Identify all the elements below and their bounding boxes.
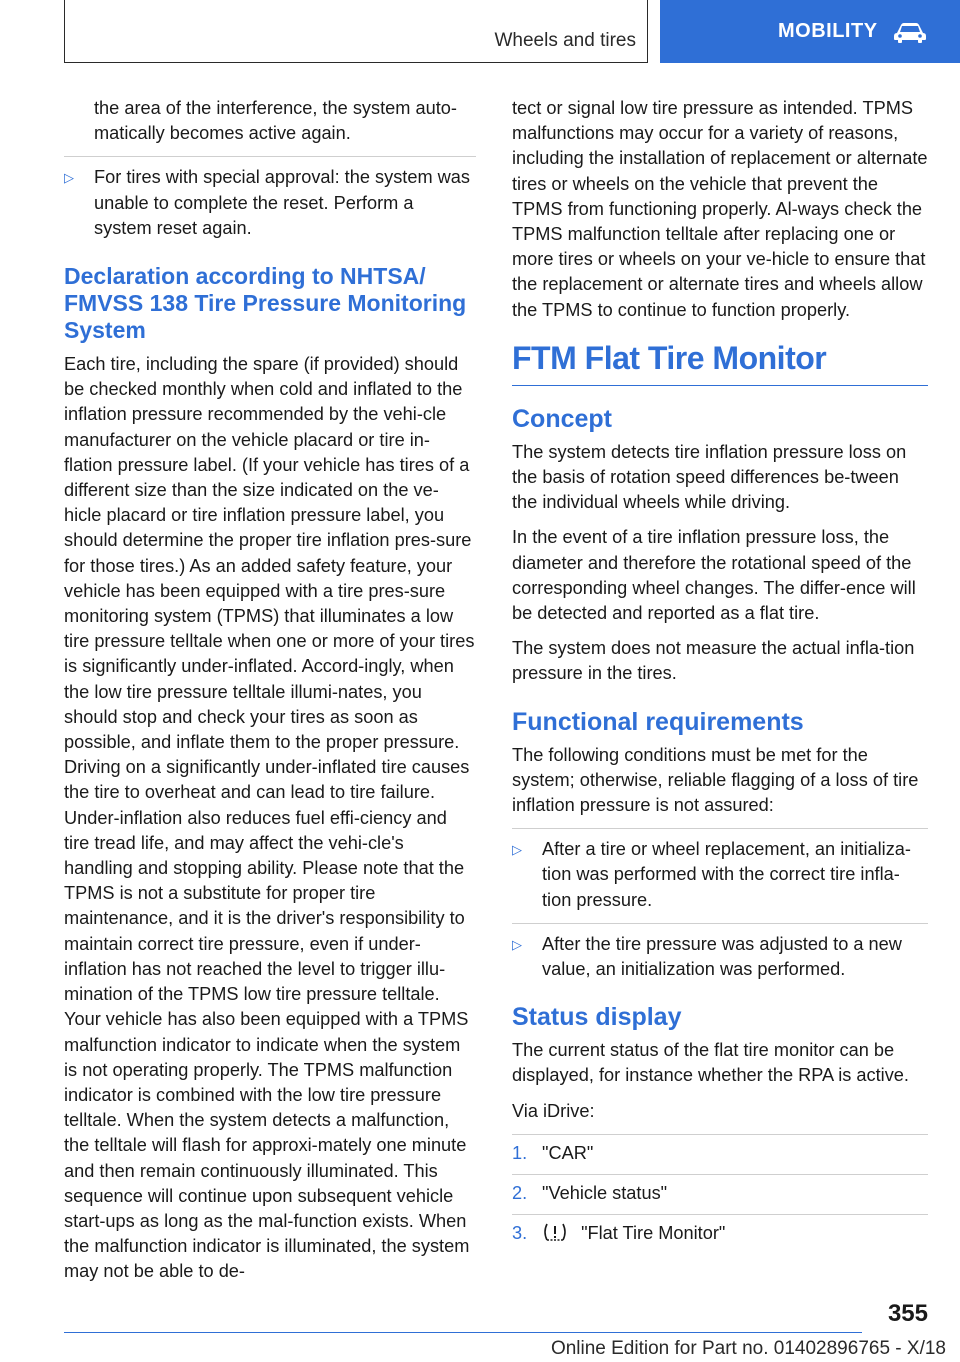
step-text: "Vehicle status": [542, 1183, 668, 1204]
nhtsa-body-continued: tect or signal low tire pressure as intended. TPMS malfunctions may occur for a variety of reasons, including the installation of replacement or alternate tires or wheels on the vehicle that prevent the TPMS from functioning properly. Al-ways check the TPMS malfunction telltale after replacing one or more tires or wheels on your ve-hicle to ensure that the replacement or alternate tires and wheels allow the TPMS to continue to function properly.: [512, 98, 928, 320]
step-item: [512, 1221, 928, 1246]
chapter-title: FTM Flat Tire Monitor: [512, 339, 827, 376]
section-heading-nhtsa: Declaration according to NHTSA/ FMVSS 138 Tire Pressure Monitoring System: [64, 263, 467, 344]
right-column: [512, 96, 928, 1255]
header-chapter-tab[interactable]: [660, 0, 960, 63]
bullet-continuation: the area of the interference, the system auto-matically becomes active again.: [94, 98, 457, 144]
footer-edition: Online Edition for Part no. 01402896765 - X/18: [550, 1338, 946, 1359]
bullet-divider: [512, 828, 928, 829]
title-rule: [512, 385, 928, 386]
list-item: [512, 837, 928, 913]
step-number: 2.: [512, 1183, 528, 1204]
car-icon: [892, 20, 928, 44]
step-text: "CAR": [542, 1142, 594, 1163]
concept-paragraph: The system detects tire inflation pressure loss on the basis of rotation speed differences be-tween the individual wheels while driving.: [512, 441, 907, 513]
step-divider: [512, 1134, 928, 1135]
step-number: 1.: [512, 1142, 528, 1163]
bullet-triangle-icon: ▷: [64, 170, 74, 186]
bullet-triangle-icon: ▷: [512, 842, 522, 858]
nhtsa-body: Each tire, including the spare (if provided) should be checked monthly when cold and inflated to the inflation pressure recommended by the vehi-cle manufacturer on the vehicle placard or tire in-flation pressure label. (If your vehicle has tires of a different size than the size indicated on the ve-hicle placard or tire inflation pressure label, you should determine the proper tire inflation pres-sure for those tires.) As an added safety feature, your vehicle has been equipped with a tire pres-sure monitoring system (TPMS) that illuminates a low tire pressure telltale when one or more of your tires is significantly under-inflated. Accord-ingly, when the low tire pressure telltale illumi-nates, you should stop and check your tires as soon as possible, and inflate them to the proper pressure. Driving on a significantly under-inflated tire causes the tire to overheat and can lead to tire failure. Under-inflation also reduces fuel effi-ciency and tire tread life, and may affect the vehi-cle's handling and stopping ability. Please note that the TPMS is not a substitute for proper tire maintenance, and it is the driver's responsibility to maintain correct tire pressure, even if under-inflation has not reached the level to trigger illu-mination of the TPMS low tire pressure telltale. Your vehicle has also been equipped with a TPMS malfunction indicator to indicate when the system is not operating properly. The TPMS malfunction indicator is combined with the low tire pressure telltale. When the system detects a malfunction, the telltale will flash for approxi-mately one minute and then remain continuously illuminated. This sequence will continue upon subsequent vehicle start-ups as long as the mal-function exists. When the malfunction indicator is illuminated, the system may not be able to de-: [64, 354, 475, 1282]
page-number: 355: [887, 1300, 928, 1327]
step-item: [512, 1141, 928, 1166]
header-chapter-label: MOBILITY: [778, 20, 878, 42]
status-paragraph: The current status of the flat tire monitor can be displayed, for instance whether the RPA is active.: [512, 1040, 909, 1086]
section-heading-status: Status display: [512, 1003, 682, 1032]
bullet-divider: [64, 156, 476, 157]
list-item: [64, 165, 476, 241]
functional-paragraph: The following conditions must be met for the system; otherwise, reliable flagging of a loss of tire inflation pressure is not assured:: [512, 744, 919, 816]
list-item: [512, 932, 928, 982]
step-divider: [512, 1214, 928, 1215]
step-divider: [512, 1174, 928, 1175]
tire-warning-icon: [542, 1222, 568, 1242]
left-column: [64, 96, 476, 1295]
section-heading-concept: Concept: [512, 404, 612, 433]
concept-paragraph: In the event of a tire inflation pressure loss, the diameter and therefore the rotational speed of the corresponding wheel changes. The differ-ence will be detected and reported as a flat tire.: [512, 527, 916, 624]
status-paragraph: Via iDrive:: [512, 1100, 595, 1121]
concept-paragraph: The system does not measure the actual infla-tion pressure in the tires.: [512, 638, 915, 684]
section-heading-functional: Functional requirements: [512, 707, 804, 736]
list-item-text: After the tire pressure was adjusted to a new value, an initialization was performed.: [542, 933, 902, 980]
header-section-title: Wheels and tires: [494, 30, 636, 51]
list-item-text: After a tire or wheel replacement, an initializa-tion was performed with the correct tire infla-tion pressure.: [542, 839, 911, 910]
footer-rule: [64, 1332, 862, 1333]
bullet-triangle-icon: ▷: [512, 936, 522, 952]
step-number: 3.: [512, 1223, 528, 1244]
list-item-text: For tires with special approval: the system was unable to complete the reset. Perform a system reset again.: [94, 167, 471, 238]
step-text: "Flat Tire Monitor": [581, 1223, 726, 1244]
step-item: [512, 1181, 928, 1206]
bullet-divider: [512, 923, 928, 924]
